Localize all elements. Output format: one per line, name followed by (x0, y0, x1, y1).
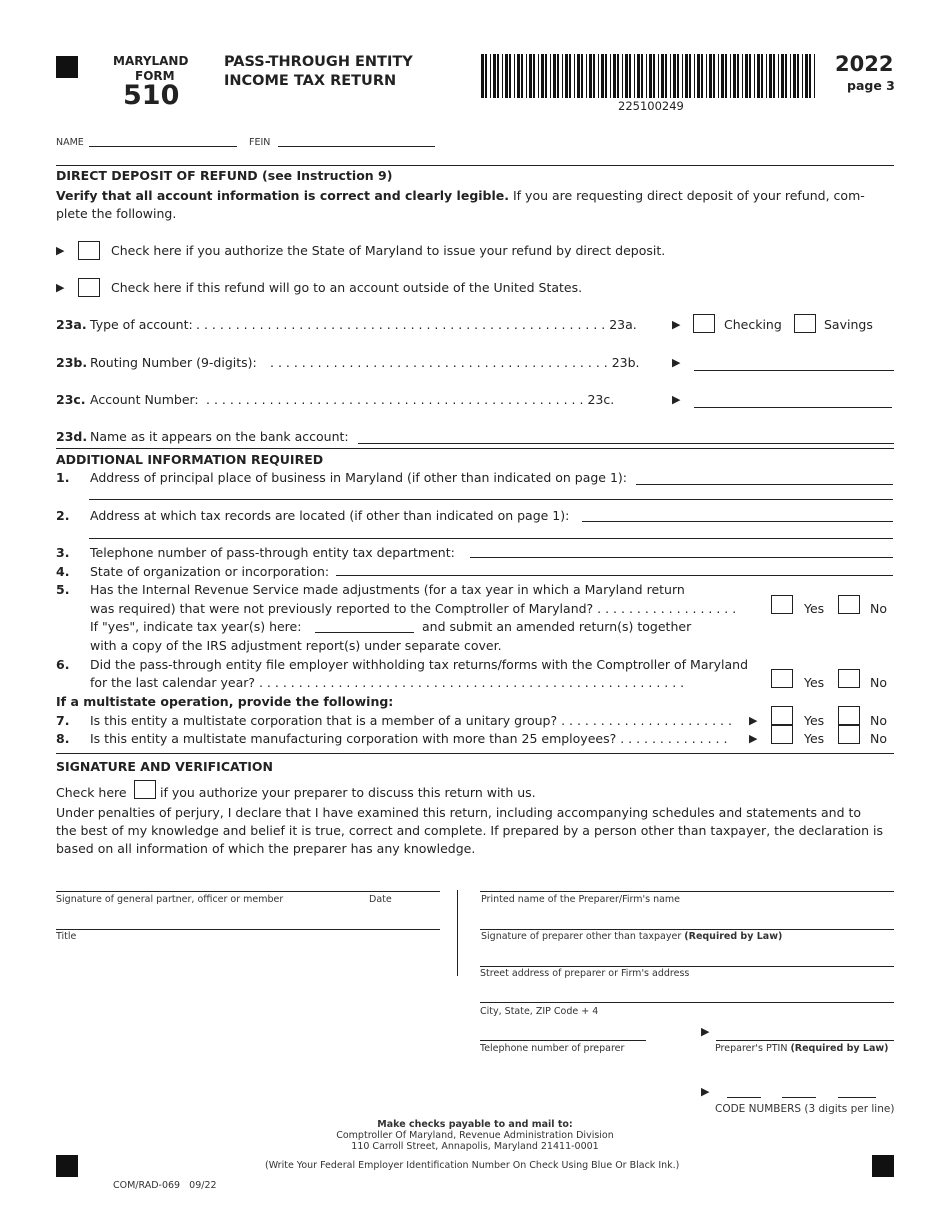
code-number-field-2[interactable] (782, 1097, 816, 1098)
barcode-bar (706, 54, 707, 98)
barcode-bar (625, 54, 628, 98)
barcode-bar (565, 54, 568, 98)
perjury-line2: the best of my knowledge and belief it is true, correct and complete. If prepared by a person other than taxpayer, the declaration is (56, 823, 883, 838)
barcode-bar (658, 54, 659, 98)
barcode-bar (557, 54, 559, 98)
barcode-bar (709, 54, 712, 98)
q2-label: Address at which tax records are located (if other than indicated on page 1): (90, 508, 570, 523)
q6-line2: for the last calendar year? . . . . . . . . . . . . . . . . . . . . . . . . . . . . . . . . . . . . . . . . . . . . . . . . . . . . . . (90, 675, 685, 690)
vertical-divider (457, 890, 458, 976)
barcode-bar (593, 54, 595, 98)
q5-line2: was required) that were not previously reported to the Comptroller of Maryland? . . . . . . . . . . . . . . . . . . (90, 601, 737, 616)
barcode-bar (809, 54, 811, 98)
account-number-field[interactable] (694, 407, 892, 408)
foreign-account-label: Check here if this refund will go to an account outside of the United States. (111, 280, 583, 295)
barcode-bar (697, 54, 700, 98)
barcode-bar (601, 54, 604, 98)
q6-no-label: No (870, 675, 887, 690)
barcode-bar (761, 54, 763, 98)
barcode-bar (569, 54, 571, 98)
barcode-bar (586, 54, 587, 98)
barcode-bar (622, 54, 623, 98)
barcode-bar (497, 54, 499, 98)
barcode-bar (514, 54, 515, 98)
barcode-bar (646, 54, 647, 98)
checking-label: Checking (724, 317, 782, 332)
code-number-field-3[interactable] (838, 1097, 876, 1098)
deposit-verify (56, 188, 865, 203)
ptin-field[interactable] (716, 1040, 894, 1041)
signature-label: Signature of general partner, officer or member (56, 894, 284, 905)
arrow-icon: ▶ (701, 1025, 710, 1038)
registration-mark-bottom-right (872, 1155, 894, 1177)
barcode-bar (538, 54, 539, 98)
barcode-bar (689, 54, 691, 98)
q6-yes-label: Yes (804, 675, 825, 690)
bank-account-name-field[interactable] (358, 443, 894, 444)
routing-number-field[interactable] (694, 370, 894, 371)
q6-line1: Did the pass-through entity file employer withholding tax returns/forms with the Comptroller of Maryland (90, 657, 749, 672)
line-23b-dots: . . . . . . . . . . . . . . . . . . . . . . . . . . . . . . . . . . . . . . . . . . . 23b. (270, 355, 640, 370)
authorize-preparer-label: if you authorize your preparer to discuss this return with us. (160, 785, 536, 800)
barcode-bar (814, 54, 815, 98)
barcode-bar (694, 54, 695, 98)
barcode-bar (701, 54, 703, 98)
barcode-bar (581, 54, 583, 98)
q1-field[interactable] (636, 484, 893, 485)
authorize-direct-deposit-checkbox[interactable] (78, 241, 100, 260)
registration-mark-bottom-left (56, 1155, 78, 1177)
q8-no-checkbox[interactable] (838, 725, 860, 744)
barcode-bar (577, 54, 580, 98)
barcode-bar (749, 54, 751, 98)
barcode-bar (634, 54, 635, 98)
required-by-law-note: (Required by Law) (684, 931, 783, 942)
barcode-bar (769, 54, 772, 98)
barcode-bar (766, 54, 767, 98)
preparer-city-label: City, State, ZIP Code + 4 (480, 1006, 599, 1017)
barcode-bar (790, 54, 791, 98)
title-field[interactable] (56, 929, 440, 930)
q6-yes-checkbox[interactable] (771, 669, 793, 688)
q5-line3b: and submit an amended return(s) together (422, 619, 692, 634)
barcode-bar (649, 54, 652, 98)
q7-yes-checkbox[interactable] (771, 706, 793, 725)
barcode-bar (641, 54, 643, 98)
ptin-label (715, 1043, 889, 1054)
checking-checkbox[interactable] (693, 314, 715, 333)
q8-label: Is this entity a multistate manufacturing corporation with more than 25 employees? . . . . . . . . . . . . . . (90, 731, 728, 746)
barcode-bar (781, 54, 784, 98)
q7-number: 7. (56, 713, 70, 728)
q4-number: 4. (56, 564, 70, 579)
barcode-bar (733, 54, 736, 98)
divider (56, 448, 894, 449)
barcode-bar (665, 54, 667, 98)
line-23d-number: 23d. (56, 429, 88, 444)
mail-line2: 110 Carroll Street, Annapolis, Maryland 21411-0001 (351, 1141, 599, 1152)
q7-no-label: No (870, 713, 887, 728)
barcode-bar (670, 54, 671, 98)
barcode-bar (562, 54, 563, 98)
q6-no-checkbox[interactable] (838, 669, 860, 688)
arrow-icon: ▶ (56, 281, 65, 294)
line-23a-number: 23a. (56, 317, 87, 332)
barcode-bar (718, 54, 719, 98)
preparer-signature-text: Signature of preparer other than taxpayer (481, 931, 685, 942)
barcode-bar (517, 54, 520, 98)
mail-heading: Make checks payable to and mail to: (377, 1119, 573, 1130)
q7-label: Is this entity a multistate corporation that is a member of a unitary group? . . . . . . . . . . . . . . . . . . . . . . (90, 713, 732, 728)
authorize-direct-deposit-label: Check here if you authorize the State of Maryland to issue your refund by direct deposit. (111, 243, 666, 258)
q5-line4: with a copy of the IRS adjustment report(s) under separate cover. (90, 638, 502, 653)
preparer-name-field[interactable] (480, 891, 894, 892)
q8-number: 8. (56, 731, 70, 746)
authorize-preparer-checkbox[interactable] (134, 780, 156, 799)
barcode-bar (598, 54, 599, 98)
q5-number: 5. (56, 582, 70, 597)
barcode-bar (682, 54, 683, 98)
q5-tax-year-field[interactable] (315, 632, 414, 633)
barcode-bar (629, 54, 631, 98)
barcode-bar (605, 54, 607, 98)
q8-yes-label: Yes (804, 731, 825, 746)
page-number: page 3 (847, 78, 895, 93)
form-number: 510 (123, 80, 180, 111)
barcode-bar (754, 54, 755, 98)
barcode-bar (730, 54, 731, 98)
barcode-bar (490, 54, 491, 98)
preparer-phone-field[interactable] (480, 1040, 646, 1041)
barcode-bar (673, 54, 676, 98)
barcode (481, 54, 817, 98)
fein-note: (Write Your Federal Employer Identification Number On Check Using Blue Or Black Ink.) (265, 1160, 680, 1171)
form-title-line2: INCOME TAX RETURN (224, 73, 397, 89)
divider (56, 753, 894, 754)
barcode-bar (481, 54, 484, 98)
fein-field[interactable] (278, 146, 435, 147)
barcode-bar (793, 54, 796, 98)
barcode-bar (802, 54, 803, 98)
check-here-label: Check here (56, 785, 127, 800)
q5-line1: Has the Internal Revenue Service made adjustments (for a tax year in which a Maryland return (90, 582, 685, 597)
deposit-verify-bold: Verify that all account information is correct and clearly legible. (56, 188, 510, 203)
barcode-bar (721, 54, 724, 98)
line-23c-dots: . . . . . . . . . . . . . . . . . . . . . . . . . . . . . . . . . . . . . . . . . . . . . . . . 23c. (206, 392, 615, 407)
barcode-bar (509, 54, 511, 98)
savings-label: Savings (824, 317, 873, 332)
barcode-bar (737, 54, 739, 98)
preparer-signature-label (481, 931, 782, 942)
preparer-street-label: Street address of preparer or Firm's address (480, 968, 690, 979)
barcode-bar (661, 54, 664, 98)
q2-number: 2. (56, 508, 70, 523)
arrow-icon: ▶ (56, 244, 65, 257)
barcode-bar (553, 54, 556, 98)
form-code: COM/RAD-069 09/22 (113, 1180, 217, 1191)
barcode-bar (545, 54, 547, 98)
ptin-text: Preparer's PTIN (715, 1043, 791, 1054)
q8-no-label: No (870, 731, 887, 746)
barcode-bar (685, 54, 688, 98)
barcode-bar (521, 54, 523, 98)
q5-yes-checkbox[interactable] (771, 595, 793, 614)
barcode-bar (742, 54, 743, 98)
tax-year: 2022 (835, 52, 894, 76)
line-23b-label: Routing Number (9-digits): (90, 355, 257, 370)
perjury-line3: based on all information of which the preparer has any knowledge. (56, 841, 476, 856)
q5-no-checkbox[interactable] (838, 595, 860, 614)
name-field[interactable] (89, 146, 237, 147)
line-23d-label: Name as it appears on the bank account: (90, 429, 349, 444)
q8-yes-checkbox[interactable] (771, 725, 793, 744)
fein-label: FEIN (249, 137, 271, 148)
barcode-bar (541, 54, 544, 98)
barcode-bar (505, 54, 508, 98)
barcode-bar (610, 54, 611, 98)
barcode-bar (526, 54, 527, 98)
signature-field[interactable] (56, 891, 440, 892)
barcode-bar (773, 54, 775, 98)
barcode-bar (493, 54, 496, 98)
q3-label: Telephone number of pass-through entity tax department: (90, 545, 455, 560)
q2-field-line2[interactable] (89, 538, 893, 539)
barcode-bar (677, 54, 679, 98)
barcode-bar (589, 54, 592, 98)
barcode-bar (533, 54, 535, 98)
title-label: Title (56, 931, 77, 942)
multistate-heading: If a multistate operation, provide the following: (56, 694, 394, 709)
barcode-number: 225100249 (618, 99, 684, 113)
barcode-bar (613, 54, 616, 98)
barcode-bar (617, 54, 619, 98)
barcode-bar (757, 54, 760, 98)
q1-field-line2[interactable] (89, 499, 893, 500)
q1-label: Address of principal place of business in Maryland (if other than indicated on page 1): (90, 470, 628, 485)
q3-field[interactable] (470, 557, 893, 558)
barcode-bar (725, 54, 727, 98)
q7-yes-label: Yes (804, 713, 825, 728)
arrow-icon: ▶ (672, 393, 681, 406)
form-title-line1: PASS-THROUGH ENTITY (224, 54, 413, 70)
registration-mark-top-left (56, 56, 78, 78)
barcode-bar (529, 54, 532, 98)
barcode-bar (550, 54, 551, 98)
preparer-city-field[interactable] (480, 1002, 894, 1003)
barcode-bar (745, 54, 748, 98)
q4-label: State of organization or incorporation: (90, 564, 330, 579)
line-23b-number: 23b. (56, 355, 88, 370)
arrow-icon: ▶ (672, 318, 681, 331)
deposit-verify-line2: plete the following. (56, 206, 177, 221)
barcode-bar (502, 54, 503, 98)
q6-number: 6. (56, 657, 70, 672)
barcode-bar (574, 54, 575, 98)
q5-no-label: No (870, 601, 887, 616)
savings-checkbox[interactable] (794, 314, 816, 333)
foreign-account-checkbox[interactable] (78, 278, 100, 297)
line-23c-label: Account Number: (90, 392, 199, 407)
q7-no-checkbox[interactable] (838, 706, 860, 725)
deposit-heading: DIRECT DEPOSIT OF REFUND (see Instruction 9) (56, 168, 393, 183)
deposit-verify-rest: If you are requesting direct deposit of your refund, com- (509, 188, 865, 203)
line-23a-label: Type of account: (90, 317, 193, 332)
preparer-name-label: Printed name of the Preparer/Firm's name (481, 894, 681, 905)
barcode-bar (778, 54, 779, 98)
preparer-signature-field[interactable] (480, 929, 894, 930)
q5-line3a: If "yes", indicate tax year(s) here: (90, 619, 302, 634)
perjury-line1: Under penalties of perjury, I declare that I have examined this return, including accompanying schedules and statements and to (56, 805, 862, 820)
form-state: MARYLAND (113, 54, 189, 68)
barcode-bar (485, 54, 487, 98)
line-23a-dots: . . . . . . . . . . . . . . . . . . . . . . . . . . . . . . . . . . . . . . . . . . . . . . . . . . . . 23a. (196, 317, 637, 332)
barcode-bar (785, 54, 787, 98)
q1-number: 1. (56, 470, 70, 485)
form-label: FORM (135, 69, 175, 83)
barcode-bar (637, 54, 640, 98)
additional-heading: ADDITIONAL INFORMATION REQUIRED (56, 452, 324, 467)
mail-line1: Comptroller Of Maryland, Revenue Administration Division (336, 1130, 614, 1141)
barcode-bar (805, 54, 808, 98)
q3-number: 3. (56, 545, 70, 560)
preparer-phone-label: Telephone number of preparer (480, 1043, 625, 1054)
barcode-bar (653, 54, 655, 98)
barcode-bar (713, 54, 715, 98)
code-number-field-1[interactable] (727, 1097, 761, 1098)
code-numbers-label: CODE NUMBERS (3 digits per line) (715, 1103, 895, 1115)
arrow-icon: ▶ (701, 1085, 710, 1098)
divider (56, 165, 894, 166)
signature-heading: SIGNATURE AND VERIFICATION (56, 759, 273, 774)
arrow-icon: ▶ (672, 356, 681, 369)
date-label: Date (369, 894, 392, 905)
arrow-icon: ▶ (749, 714, 758, 727)
q5-yes-label: Yes (804, 601, 825, 616)
line-23c-number: 23c. (56, 392, 86, 407)
barcode-bar (797, 54, 799, 98)
ptin-required-note: (Required by Law) (790, 1043, 889, 1054)
mailing-block (275, 1119, 675, 1152)
name-label: NAME (56, 137, 84, 148)
q2-field[interactable] (582, 521, 893, 522)
preparer-street-field[interactable] (480, 966, 894, 967)
arrow-icon: ▶ (749, 732, 758, 745)
q4-field[interactable] (336, 575, 893, 576)
